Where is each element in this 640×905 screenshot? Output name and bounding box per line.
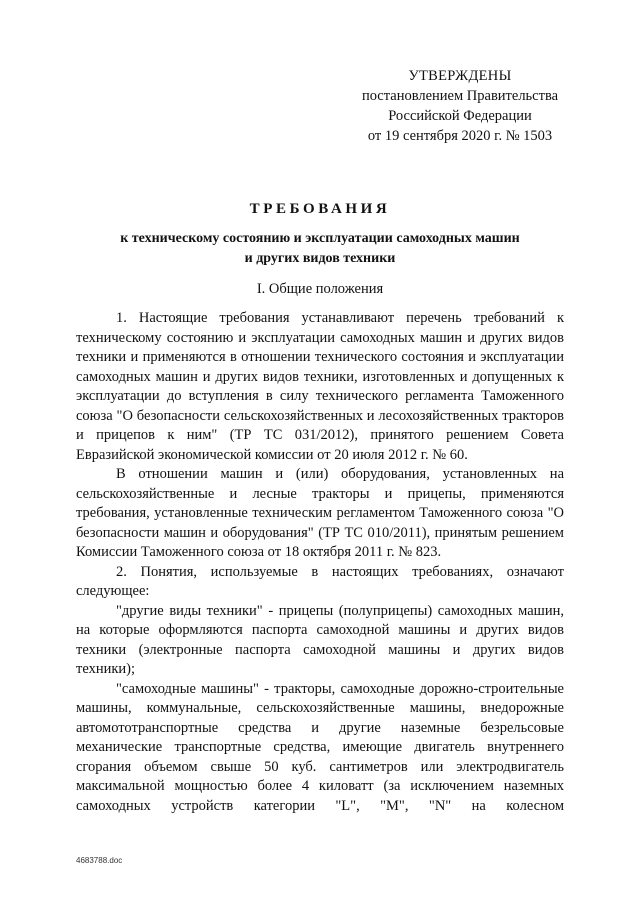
paragraph: 2. Понятия, используемые в настоящих требованиях, означают следующее: bbox=[76, 563, 564, 599]
document-body bbox=[76, 309, 564, 816]
approval-line: Российской Федерации bbox=[388, 108, 532, 124]
approval-date: от 19 сентября 2020 г. № 1503 bbox=[367, 128, 553, 144]
approval-title: УТВЕРЖДЕНЫ bbox=[408, 68, 512, 84]
approval-block bbox=[330, 66, 590, 146]
subtitle-line: и других видов техники bbox=[244, 251, 396, 266]
paragraph: В отношении машин и (или) оборудования, установленных на сельскохозяйственные и лесные тракторы и прицепы, применяются требования, установленные техническим регламентом Таможенного союза "О безопасности машин и оборудования" (ТР ТС 010/2011), принятым решением Комиссии Таможенного союза от 18 октября 2011 г. № 823. bbox=[76, 466, 564, 560]
file-name-footer: 4683788.doc bbox=[76, 856, 123, 865]
document-subtitle bbox=[80, 229, 560, 269]
document-title: ТРЕБОВАНИЯ bbox=[249, 201, 391, 217]
paragraph: "самоходные машины" - тракторы, самоходные дорожно-строительные машины, коммунальные, сельскохозяйственные машины, внедорожные автомототранспортные средства и другие наземные безрельсовые механические транспортные средства, имеющие двигатель внутреннего сгорания объемом свыше 50 куб. сантиметров или электродвигатель максимальной мощностью более 4 киловатт (за исключением наземных самоходных устройств категории "L", "M", "N" на колесном bbox=[76, 680, 564, 814]
subtitle-line: к техническому состоянию и эксплуатации самоходных машин bbox=[120, 231, 520, 246]
paragraph: 1. Настоящие требования устанавливают перечень требований к техническому состоянию и эксплуатации самоходных машин и других видов техники и применяются в отношении технического состояния и эксплуатации самоходных машин и других видов техники, изготовленных и допущенных к эксплуатации до вступления в силу технического регламента Таможенного союза "О безопасности сельскохозяйственных и лесохозяйственных тракторов и прицепов к ним" (ТР ТС 031/2012), принятого решением Совета Евразийской экономической комиссии от 20 июля 2012 г. № 60. bbox=[76, 310, 564, 463]
approval-line: постановлением Правительства bbox=[361, 88, 559, 104]
paragraph: "другие виды техники" - прицепы (полуприцепы) самоходных машин, на которые оформляются паспорта самоходной машины и других видов техники (электронные паспорта самоходной машины и других видов техники); bbox=[76, 602, 564, 677]
section-heading: I. Общие положения bbox=[256, 281, 384, 297]
